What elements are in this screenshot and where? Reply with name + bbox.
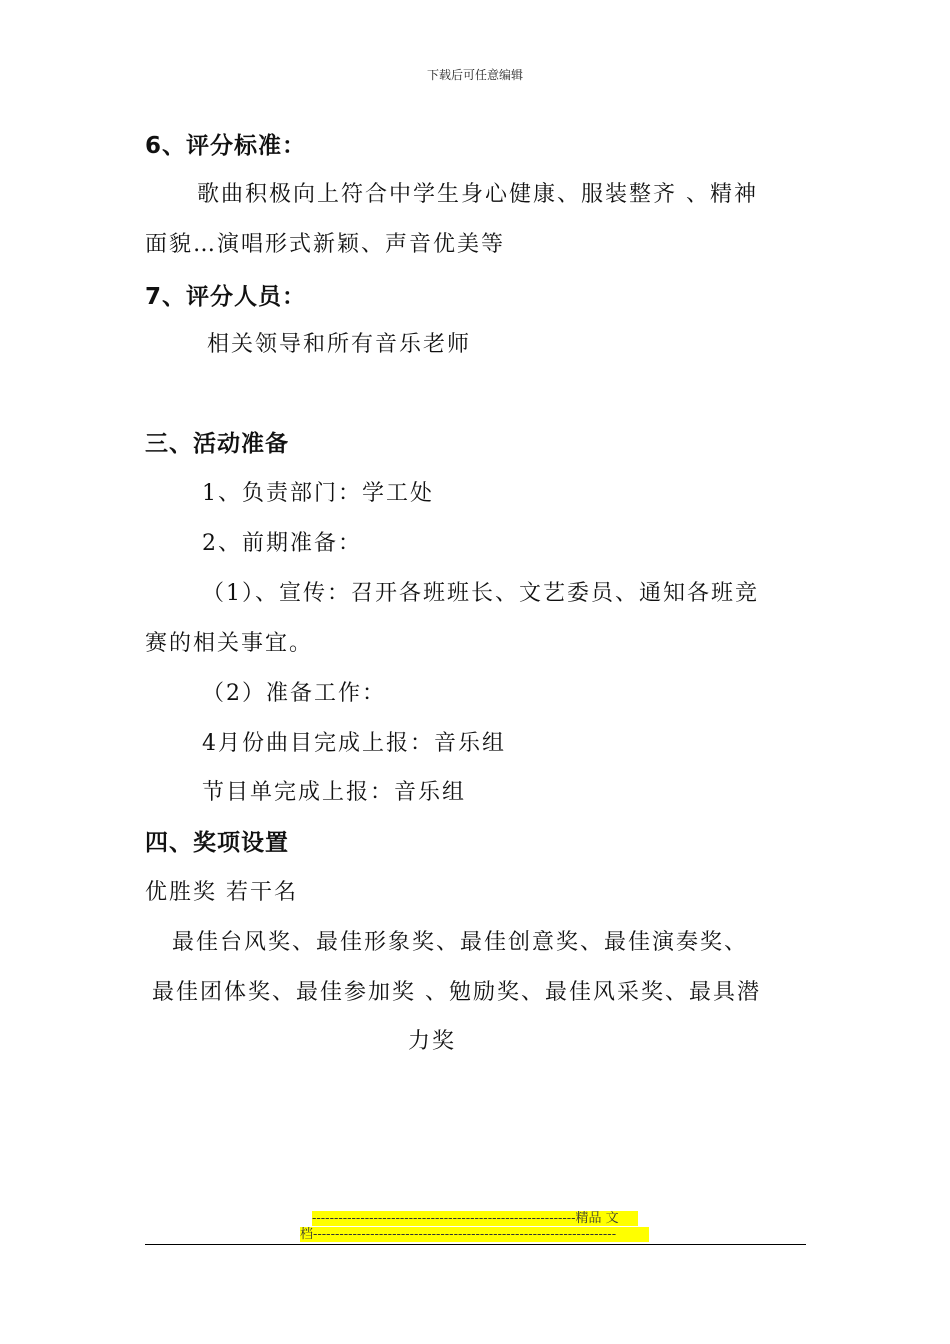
section3-title: 三、活动准备 xyxy=(145,431,289,457)
footer-divider xyxy=(145,1244,806,1245)
section4-para4: 力奖 xyxy=(408,1029,457,1054)
section3-para6: 节目单完成上报：音乐组 xyxy=(202,780,467,805)
footer-note-line1: ------------------------------------------------------------精品 文 xyxy=(312,1211,638,1226)
footer-note-line2: 档--------------------------------------------------------------------- xyxy=(300,1227,649,1242)
section3-para4: （2）准备工作： xyxy=(202,681,386,706)
section4-para2: 最佳台风奖、最佳形象奖、最佳创意奖、最佳演奏奖、 xyxy=(172,930,749,955)
section3-para1: 1、负责部门：学工处 xyxy=(202,481,434,506)
item7-title: 7、评分人员： xyxy=(145,284,307,310)
section3-para2: 2、前期准备： xyxy=(202,531,362,556)
section3-para3b: 赛的相关事宜。 xyxy=(145,631,314,656)
item6-title: 6、评分标准： xyxy=(145,133,307,159)
section4-para3: 最佳团体奖、最佳参加奖 、勉励奖、最佳风采奖、最具潜 xyxy=(152,980,761,1005)
section3-para5: 4月份曲目完成上报：音乐组 xyxy=(202,731,506,756)
section4-para1: 优胜奖 若干名 xyxy=(145,880,298,905)
page-header: 下载后可任意编辑 xyxy=(426,68,523,82)
section4-title: 四、奖项设置 xyxy=(145,830,289,856)
section3-para3a: （1）、宣传：召开各班班长、文艺委员、通知各班竞 xyxy=(202,581,759,606)
item6-line2: 面貌…演唱形式新颖、声音优美等 xyxy=(145,232,506,257)
item6-line1: 歌曲积极向上符合中学生身心健康、服装整齐 、精神 xyxy=(197,182,758,207)
item7-line1: 相关领导和所有音乐老师 xyxy=(207,332,472,357)
